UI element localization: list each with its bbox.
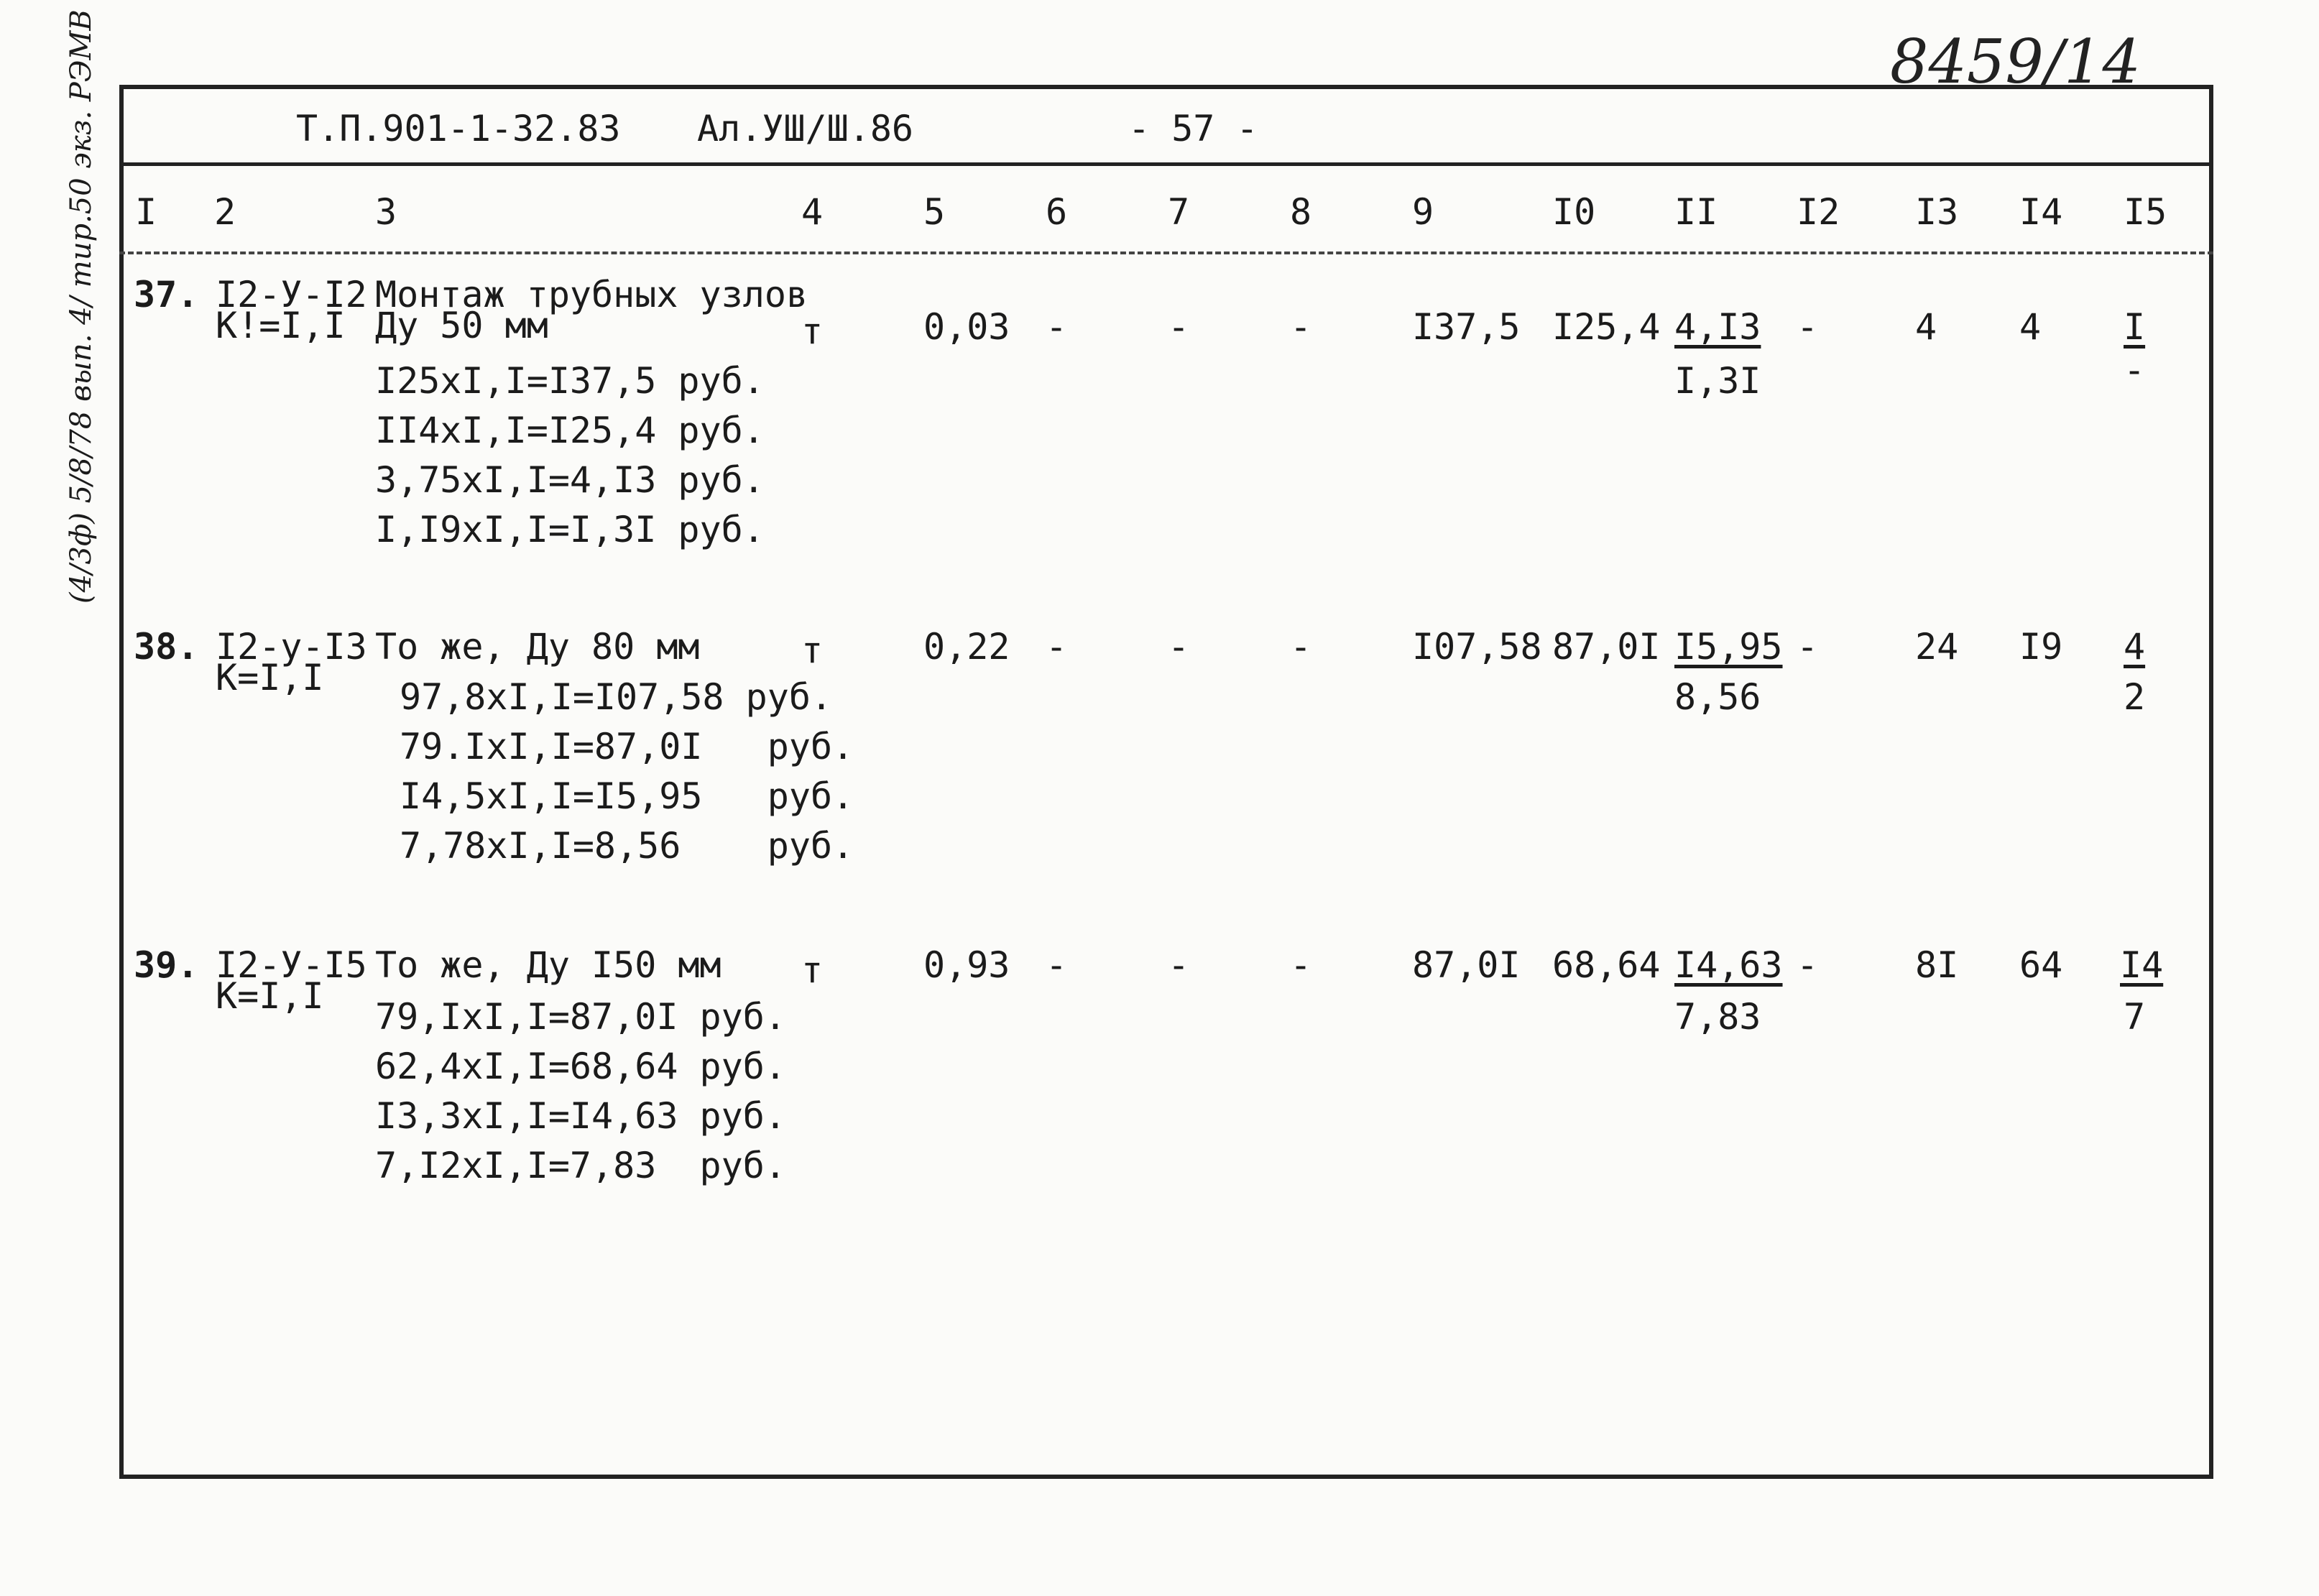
row-number: 37. [134,274,199,315]
column-number: 8 [1290,191,1312,233]
col10-value: 87,0I [1552,626,1661,668]
quantity: 0,22 [923,626,1010,668]
col8-value: - [1290,306,1312,348]
header-divider [119,162,2213,166]
col9-value: 87,0I [1412,944,1521,986]
col11-value-top: I4,63 [1674,944,1783,986]
column-number: 9 [1412,191,1434,233]
col13-value: 4 [1915,306,1937,348]
col11-value-bottom: I,3I [1674,360,1761,402]
row-number: 38. [134,626,199,668]
col15-value-top: I4 [2120,944,2164,986]
norm-code: I2-У-I2 [216,274,367,315]
quantity: 0,93 [923,944,1010,986]
column-number: I2 [1797,191,1840,233]
column-number: I0 [1552,191,1596,233]
col8-value: - [1290,944,1312,986]
col13-value: 8I [1915,944,1959,986]
column-number: 3 [375,191,397,233]
column-number: II [1674,191,1718,233]
handwritten-page-number: 8459/14 [1890,27,2141,97]
album-reference: Ал.УШ/Ш.86 [697,108,914,149]
col12-value: - [1797,944,1819,986]
col11-value-bottom: 7,83 [1674,996,1761,1038]
col14-value: 4 [2019,306,2042,348]
column-number: I4 [2019,191,2063,233]
norm-code: I2-у-I3 [216,626,367,668]
col6-value: - [1046,626,1068,668]
calc-line: 79.IxI,I=87,0I руб. [400,726,854,767]
calc-line: 79,IxI,I=87,0I руб. [375,996,786,1038]
coefficient: К=I,I [216,975,324,1017]
unit: т [801,310,824,352]
calc-line: 62,4xI,I=68,64 руб. [375,1046,786,1087]
calc-line: II4xI,I=I25,4 руб. [375,410,765,451]
col10-value: 68,64 [1552,944,1661,986]
column-number: 4 [801,191,824,233]
calc-line: 97,8xI,I=I07,58 руб. [400,676,833,718]
document-code: Т.П.901-1-32.83 [296,108,621,149]
col7-value: - [1168,306,1190,348]
column-number: I3 [1915,191,1959,233]
work-name: То же, Ду 80 мм [375,626,700,668]
col7-value: - [1168,944,1190,986]
col9-value: I37,5 [1412,306,1521,348]
calc-line: 3,75xI,I=4,I3 руб. [375,459,765,501]
column-number: I [135,191,157,233]
col14-value: I9 [2019,626,2063,668]
column-number: I5 [2124,191,2167,233]
calc-line: I,I9xI,I=I,3I руб. [375,509,765,550]
col8-value: - [1290,626,1312,668]
col13-value: 24 [1915,626,1959,668]
unit: т [801,949,824,991]
col15-value-bottom: 2 [2124,676,2146,718]
page-number: - 57 - [1128,108,1258,149]
calc-line: 7,78xI,I=8,56 руб. [400,825,854,867]
unit: т [801,629,824,671]
col6-value: - [1046,944,1068,986]
column-number: 2 [214,191,236,233]
col12-value: - [1797,306,1819,348]
col7-value: - [1168,626,1190,668]
col15-value-top: I [2124,306,2146,348]
col6-value: - [1046,306,1068,348]
work-name: То же, Ду I50 мм [375,944,721,986]
col15-value-top: 4 [2124,626,2146,668]
calc-line: 7,I2xI,I=7,83 руб. [375,1145,786,1186]
coefficient: К!=I,I [216,305,346,346]
quantity: 0,03 [923,306,1010,348]
column-numbers-divider [119,252,2213,254]
calc-line: I25xI,I=I37,5 руб. [375,360,765,402]
work-name-continued: Ду 50 мм [375,305,548,346]
col15-value-bottom: 7 [2124,996,2146,1038]
norm-code: I2-У-I5 [216,944,367,986]
col11-value-bottom: 8,56 [1674,676,1761,718]
col12-value: - [1797,626,1819,668]
side-margin-note: (4/3ф) 5/8/78 вып. 4/ тир.50 экз. РЭМВ [65,9,98,604]
calc-line: I3,3xI,I=I4,63 руб. [375,1095,786,1137]
column-number: 5 [923,191,946,233]
column-number: 6 [1046,191,1068,233]
col9-value: I07,58 [1412,626,1542,668]
col11-value-top: 4,I3 [1674,306,1761,348]
row-number: 39. [134,944,199,986]
column-number: 7 [1168,191,1190,233]
col10-value: I25,4 [1552,306,1661,348]
work-name: Монтаж трубных узлов [375,274,808,315]
col14-value: 64 [2019,944,2063,986]
calc-line: I4,5xI,I=I5,95 руб. [400,775,854,817]
col15-value-bottom: - [2124,349,2146,391]
col11-value-top: I5,95 [1674,626,1783,668]
coefficient: К=I,I [216,657,324,698]
